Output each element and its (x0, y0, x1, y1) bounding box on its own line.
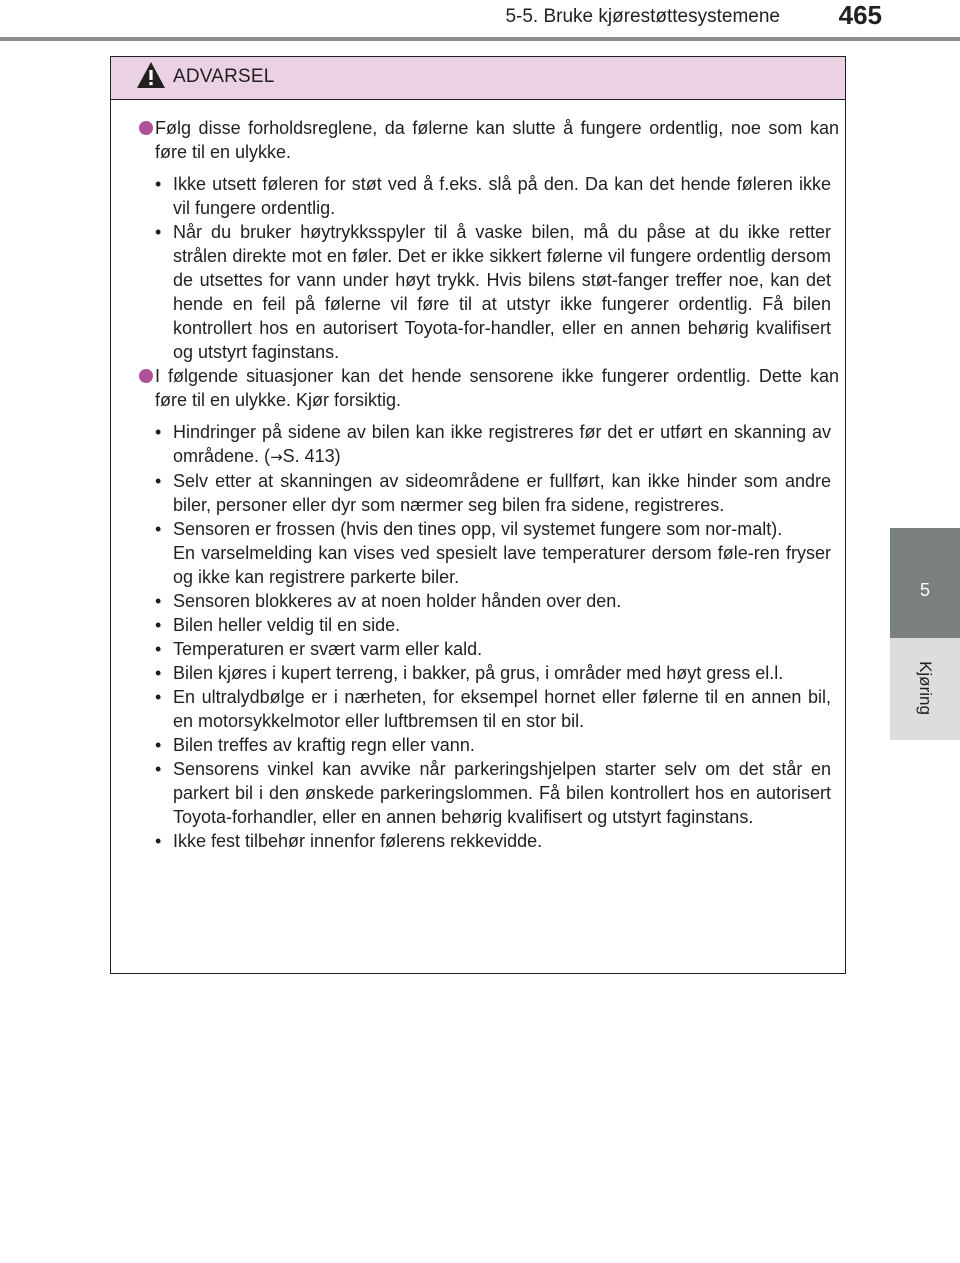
bullet-dot-icon (139, 121, 153, 135)
paragraph-text: I følgende situasjoner kan det hende sensorene ikke fungerer ordentlig. Dette kan føre til en ulykke. Kjør forsiktig. (155, 366, 839, 410)
frozen-note: En varselmelding kan vises ved spesielt lave temperaturer dersom føle-ren fryser og ikke kan registrere parkerte biler. (173, 543, 831, 587)
list-item: • Hindringer på sidene av bilen kan ikke registreres før det er utført en skanning av områdene. (→S. 413) (155, 420, 831, 469)
chapter-label: Kjøring (916, 661, 935, 715)
list-item: • Temperaturen er svært varm eller kald. (155, 637, 831, 661)
warning-triangle-icon (136, 61, 166, 89)
bullet-dot-icon (139, 369, 153, 383)
warning-title: ADVARSEL (173, 66, 275, 87)
list-item: • Sensoren er frossen (hvis den tines opp, vil systemet fungere som nor-malt). En varselmelding kan vises ved spesielt lave temperaturer dersom føle-ren fryser og ikke kan registrere parkerte biler. (155, 517, 831, 589)
warning-paragraph (135, 116, 839, 164)
section-title: 5-5. Bruke kjørestøttesystemene (505, 6, 780, 27)
list-item: • Sensorens vinkel kan avvike når parkeringshjelpen starter selv om det står en parkert bil i den ønskede parkeringslommen. Få bilen kontrollert hos en autorisert Toyota-forhandler, eller en annen behørig kvalifisert og utstyrt faginstans. (155, 757, 831, 829)
paragraph-text: Følg disse forholdsreglene, da følerne kan slutte å fungere ordentlig, noe som kan føre til en ulykke. (155, 118, 839, 162)
list-item: • Bilen treffes av kraftig regn eller vann. (155, 733, 831, 757)
arrow-icon: → (270, 448, 283, 466)
warning-box (110, 56, 846, 974)
list-item: • Sensoren blokkeres av at noen holder hånden over den. (155, 589, 831, 613)
list-item: • Bilen heller veldig til en side. (155, 613, 831, 637)
list-item: • Bilen kjøres i kupert terreng, i bakker, på grus, i områder med høyt gress el.l. (155, 661, 831, 685)
page-number: 465 (838, 0, 882, 30)
list-item: • Selv etter at skanningen av sideområdene er fullført, kan ikke hinder som andre biler, personer eller dyr som nærmer seg bilen fra sidene, registreres. (155, 469, 831, 517)
chapter-tab (890, 528, 960, 740)
page-header (0, 0, 960, 40)
header-rule (0, 37, 960, 41)
bullet-list (155, 172, 831, 364)
list-item: • Ikke utsett føleren for støt ved å f.eks. slå på den. Da kan det hende føleren ikke vil fungere ordentlig. (155, 172, 831, 220)
warning-paragraph (135, 364, 839, 412)
list-item: • En ultralydbølge er i nærheten, for eksempel hornet eller følerne til en annen bil, en motorsykkelmotor eller luftbremsen til en stor bil. (155, 685, 831, 733)
page-reference-link[interactable]: S. 413) (282, 446, 341, 466)
list-item: • Ikke fest tilbehør innenfor følerens rekkevidde. (155, 829, 831, 853)
list-item: • Når du bruker høytrykksspyler til å vaske bilen, må du påse at du ikke retter strålen direkte mot en føler. Det er ikke sikkert følerne vil fungere ordentlig dersom de utsettes for vann under høyt trykk. Hvis bilens støt-fanger treffer noe, kan det hende en feil på følerne vil føre til at utstyr ikke fungerer ordentlig. Få bilen kontrollert hos en autorisert Toyota-for-handler, eller en annen behørig kvalifisert og utstyrt faginstans. (155, 220, 831, 364)
warning-header (111, 57, 845, 100)
chapter-label-box (890, 638, 960, 740)
chapter-number: 5 (890, 528, 960, 638)
bullet-list (155, 420, 831, 853)
